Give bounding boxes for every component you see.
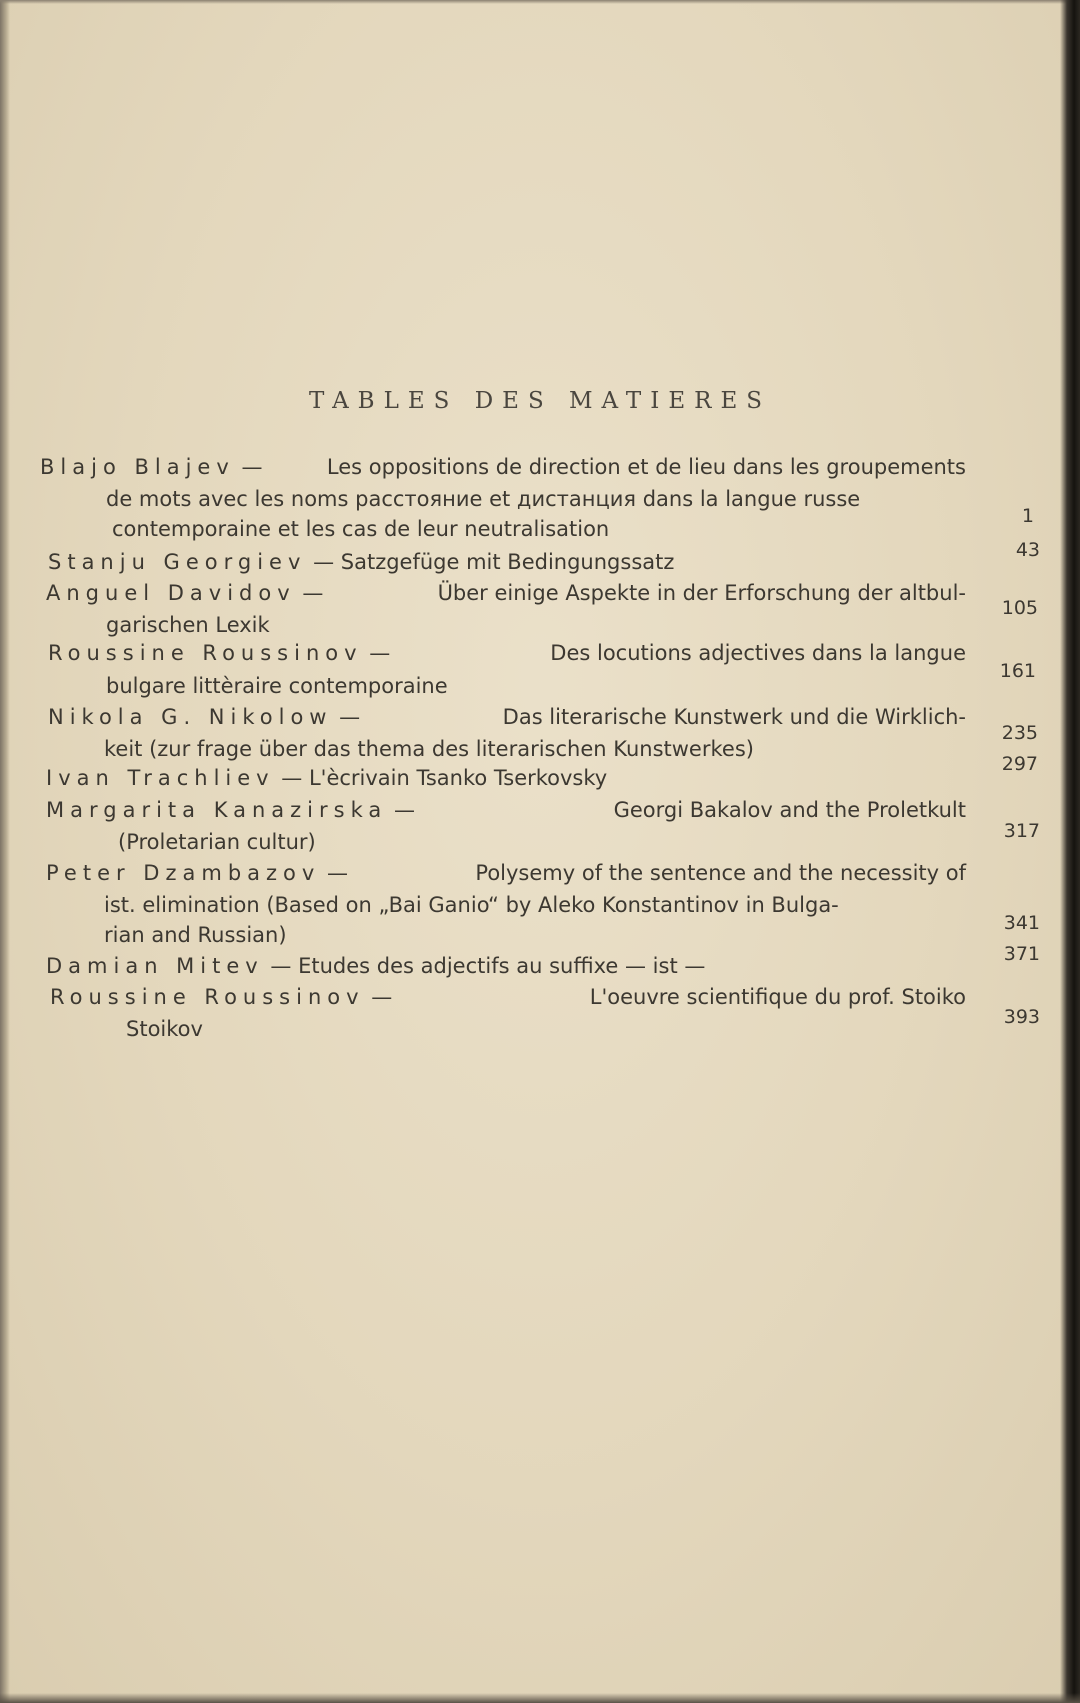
toc-entry-line: Roussine Roussinov — L'oeuvre scientifique du prof. Stoiko bbox=[50, 982, 966, 1012]
toc-author: Ivan Trachliev bbox=[46, 766, 275, 790]
toc-title-line: Satzgefüge mit Bedingungssatz bbox=[340, 550, 675, 574]
toc-entry-line: Anguel Davidov — Über einige Aspekte in der Erforschung der altbul- bbox=[46, 578, 966, 608]
toc-page-number: 317 bbox=[1003, 820, 1040, 842]
toc-author: Margarita Kanazirska bbox=[46, 798, 388, 822]
toc-page-number: 43 bbox=[1015, 539, 1040, 561]
toc-author: Blajo Blajev bbox=[40, 455, 235, 479]
toc-entry-line: Damian Mitev — Etudes des adjectifs au suffixe — ist — bbox=[46, 954, 706, 978]
toc-author: Roussine Roussinov bbox=[48, 641, 363, 665]
toc-title-line: garischen Lexik bbox=[106, 613, 270, 637]
toc-entry-line: Margarita Kanazirska — Georgi Bakalov and the Proletkult bbox=[46, 795, 966, 825]
toc-entry-line: Ivan Trachliev — L'ècrivain Tsanko Tserkovsky bbox=[46, 766, 608, 790]
toc-title-line: Polysemy of the sentence and the necessity of bbox=[475, 861, 966, 885]
toc-author: Stanju Georgiev bbox=[48, 550, 307, 574]
toc-title-line: Stoikov bbox=[126, 1017, 203, 1041]
toc-title-line: keit (zur frage über das thema des literarischen Kunstwerkes) bbox=[104, 737, 754, 761]
toc-title-line: contemporaine et les cas de leur neutralisation bbox=[112, 517, 610, 541]
toc-author: Roussine Roussinov bbox=[50, 985, 365, 1009]
toc-page-number: 297 bbox=[1001, 753, 1038, 775]
toc-title-line: Etudes des adjectifs au suffixe — ist — bbox=[298, 954, 706, 978]
toc-title-line: Des locutions adjectives dans la langue bbox=[550, 641, 966, 665]
toc-page-number: 371 bbox=[1003, 943, 1040, 965]
toc-title-line: (Proletarian cultur) bbox=[118, 830, 316, 854]
toc-title-line: Georgi Bakalov and the Proletkult bbox=[613, 798, 966, 822]
toc-page-number: 235 bbox=[1001, 722, 1038, 744]
toc-entry-line: Peter Dzambazov — Polysemy of the sentence and the necessity of bbox=[46, 858, 966, 888]
toc-page-number: 105 bbox=[1001, 597, 1038, 619]
toc-entry-line: Nikola G. Nikolow — Das literarische Kunstwerk und die Wirklich- bbox=[48, 702, 966, 732]
toc-author: Anguel Davidov bbox=[46, 581, 296, 605]
toc-title-line: de mots avec les noms расстояние et дистанция dans la langue russe bbox=[106, 487, 861, 511]
toc-page-number: 341 bbox=[1003, 912, 1040, 934]
toc-page-number: 393 bbox=[1003, 1006, 1040, 1028]
toc-author: Peter Dzambazov bbox=[46, 861, 321, 885]
toc-title-line: Das literarische Kunstwerk und die Wirklich- bbox=[502, 705, 966, 729]
toc-entry-line: Blajo Blajev — Les oppositions de direction et de lieu dans les groupements bbox=[40, 452, 966, 482]
toc-author: Nikola G. Nikolow bbox=[48, 705, 333, 729]
toc-entry-line: Roussine Roussinov — Des locutions adjectives dans la langue bbox=[48, 638, 966, 668]
toc-title-line: rian and Russian) bbox=[104, 923, 287, 947]
toc-title-line: Les oppositions de direction et de lieu dans les groupements bbox=[326, 455, 966, 479]
toc-title-line: bulgare littèraire contemporaine bbox=[106, 674, 448, 698]
toc-title-line: Über einige Aspekte in der Erforschung der altbul- bbox=[437, 581, 966, 605]
toc-page-number: 161 bbox=[999, 660, 1036, 682]
toc-page-number: 1 bbox=[1021, 505, 1034, 527]
toc-entry-line: Stanju Georgiev — Satzgefüge mit Bedingungssatz bbox=[48, 550, 675, 574]
toc-title-line: L'oeuvre scientifique du prof. Stoiko bbox=[589, 985, 966, 1009]
toc-title-line: L'ècrivain Tsanko Tserkovsky bbox=[308, 766, 608, 790]
page-title: TABLES DES MATIERES bbox=[308, 388, 771, 414]
toc-author: Damian Mitev bbox=[46, 954, 264, 978]
toc-title-line: ist. elimination (Based on „Bai Ganio“ by Aleko Konstantinov in Bulga- bbox=[104, 893, 839, 917]
